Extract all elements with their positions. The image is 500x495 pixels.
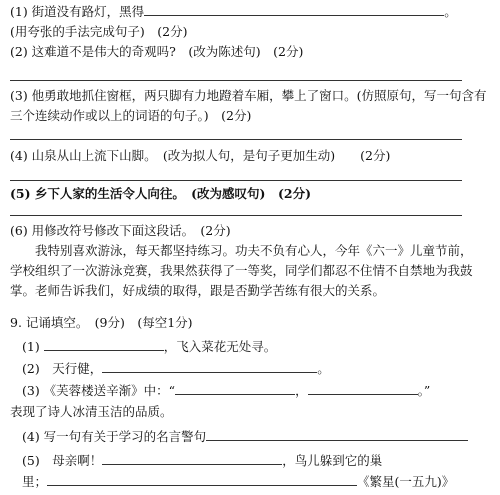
fill-5 bbox=[22, 452, 382, 469]
question-3-line-2: 三个连续动作或以上的词语的句子。) (2分) bbox=[10, 108, 252, 123]
fill-1-suffix: ，飞入菜花无处寻。 bbox=[163, 339, 277, 354]
fill-2-prefix: (2) 天行健， bbox=[22, 361, 103, 376]
answer-line[interactable] bbox=[10, 139, 462, 140]
fill-5-line-2-prefix: 里； bbox=[22, 474, 48, 489]
question-5: (5) 乡下人家的生活令人向往。 (改为感叹句) (2分) bbox=[10, 186, 311, 201]
answer-blank[interactable] bbox=[47, 473, 357, 486]
section-9-title: 9. 记诵填空。 (9分) (每空1分) bbox=[10, 315, 193, 330]
question-2: (2) 这难道不是伟大的奇观吗? (改为陈述句) (2分) bbox=[10, 44, 304, 59]
fill-3 bbox=[22, 382, 430, 399]
fill-1-prefix: (1) bbox=[22, 339, 40, 354]
fill-3-suffix: 。” bbox=[417, 383, 431, 398]
fill-3-line-2: 表现了诗人冰清玉洁的品质。 bbox=[10, 404, 173, 419]
fill-5-source: 《繁星(一五九)》 bbox=[357, 474, 455, 489]
fill-4-prefix: (4) 写一句有关于学习的名言警句 bbox=[22, 429, 207, 444]
answer-blank[interactable] bbox=[308, 382, 418, 395]
question-1-text: (1) 街道没有路灯，黑得 bbox=[10, 4, 145, 19]
fill-2-suffix: 。 bbox=[317, 361, 330, 376]
answer-blank[interactable] bbox=[175, 382, 295, 395]
fill-5-prefix: (5) 母亲啊！ bbox=[22, 453, 103, 468]
answer-blank[interactable] bbox=[206, 428, 468, 441]
fill-4 bbox=[22, 428, 468, 445]
question-1-note: (用夸张的手法完成句子) (2分) bbox=[10, 24, 188, 39]
question-6-paragraph: 我特别喜欢游泳，每天都坚持练习。功夫不负有心人，今年《六一》儿童节前，学校组织了一次游泳竞赛，我果然获得了一等奖，同学们都忍不住情不自禁地为我鼓掌。老师告诉我们，好成绩的取得，跟是否勤学苦练有很大的关系。 bbox=[10, 243, 473, 298]
fill-3-separator: ， bbox=[295, 383, 308, 398]
answer-blank[interactable] bbox=[102, 360, 317, 373]
answer-line[interactable] bbox=[10, 215, 462, 216]
answer-blank[interactable] bbox=[102, 452, 282, 465]
fill-1 bbox=[22, 338, 276, 355]
answer-line[interactable] bbox=[10, 80, 462, 81]
fill-5-line-2 bbox=[22, 473, 454, 490]
question-6-title: (6) 用修改符号修改下面这段话。 (2分) bbox=[10, 223, 231, 238]
answer-blank[interactable] bbox=[44, 338, 164, 351]
fill-3-prefix: (3) 《芙蓉楼送辛渐》中：“ bbox=[22, 383, 176, 398]
fill-5-mid: ，鸟儿躲到它的巢 bbox=[282, 453, 383, 468]
question-1 bbox=[10, 3, 457, 20]
question-4: (4) 山泉从山上流下山脚。 (改为拟人句，是句子更加生动) (2分) bbox=[10, 148, 391, 163]
question-3-line-1: (3) 他勇敢地抓住窗框，两只脚有力地蹬着车厢，攀上了窗口。(仿照原句，写一句含有 bbox=[10, 88, 487, 103]
answer-line[interactable] bbox=[10, 180, 462, 181]
question-1-period: 。 bbox=[444, 4, 457, 19]
fill-2 bbox=[22, 360, 330, 377]
answer-blank[interactable] bbox=[144, 3, 444, 16]
